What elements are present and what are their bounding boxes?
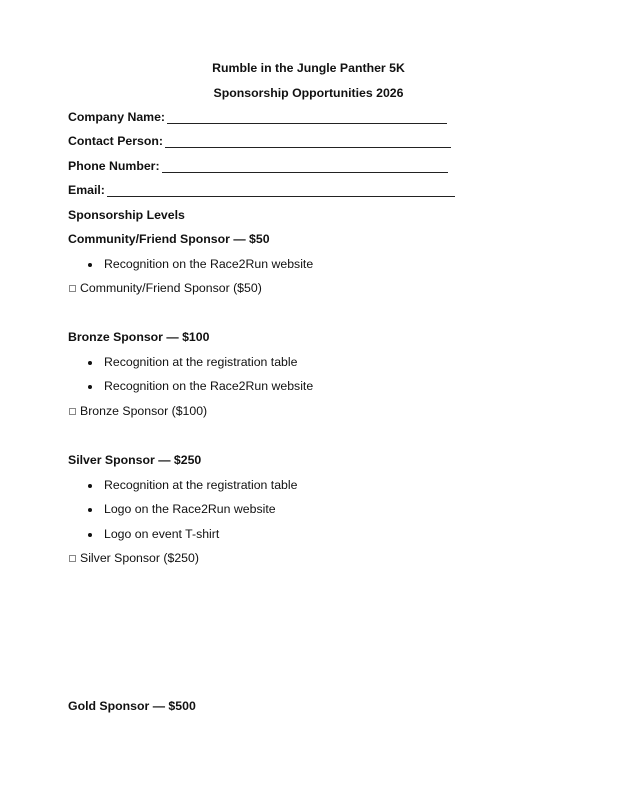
benefit-item: Recognition on the Race2Run website (104, 257, 314, 271)
email-label: Email: (68, 183, 105, 197)
gold-sponsor-heading: Gold Sponsor — $500 (68, 699, 196, 713)
contact-person-label: Contact Person: (68, 134, 163, 148)
community-sponsor-checkbox[interactable] (69, 285, 76, 292)
document-subtitle: Sponsorship Opportunities 2026 (213, 86, 404, 100)
contact-person-field[interactable] (165, 147, 451, 148)
document-title: Rumble in the Jungle Panther 5K (212, 61, 405, 75)
sponsorship-levels-heading: Sponsorship Levels (68, 208, 185, 222)
bronze-sponsor-checkbox-label: Bronze Sponsor ($100) (80, 404, 208, 418)
company-name-field[interactable] (167, 123, 447, 124)
bullet-icon (88, 533, 92, 537)
company-name-label: Company Name: (68, 110, 166, 124)
bullet-icon (88, 361, 92, 365)
bullet-icon (88, 385, 92, 389)
phone-number-label: Phone Number: (68, 159, 160, 173)
benefit-item: Logo on the Race2Run website (104, 502, 276, 516)
benefit-item: Recognition at the registration table (104, 355, 298, 369)
bullet-icon (88, 263, 92, 267)
benefit-item: Logo on event T-shirt (104, 527, 220, 541)
silver-sponsor-heading: Silver Sponsor — $250 (68, 453, 202, 467)
phone-number-field[interactable] (162, 172, 448, 173)
bronze-sponsor-checkbox[interactable] (69, 408, 76, 415)
community-sponsor-heading: Community/Friend Sponsor — $50 (68, 232, 270, 246)
bullet-icon (88, 484, 92, 488)
email-field[interactable] (107, 196, 455, 197)
benefit-item: Recognition at the registration table (104, 478, 298, 492)
bronze-sponsor-heading: Bronze Sponsor — $100 (68, 330, 210, 344)
benefit-item: Recognition on the Race2Run website (104, 379, 314, 393)
silver-sponsor-checkbox-label: Silver Sponsor ($250) (80, 551, 199, 565)
community-sponsor-checkbox-label: Community/Friend Sponsor ($50) (80, 281, 262, 295)
bullet-icon (88, 508, 92, 512)
silver-sponsor-checkbox[interactable] (69, 555, 76, 562)
